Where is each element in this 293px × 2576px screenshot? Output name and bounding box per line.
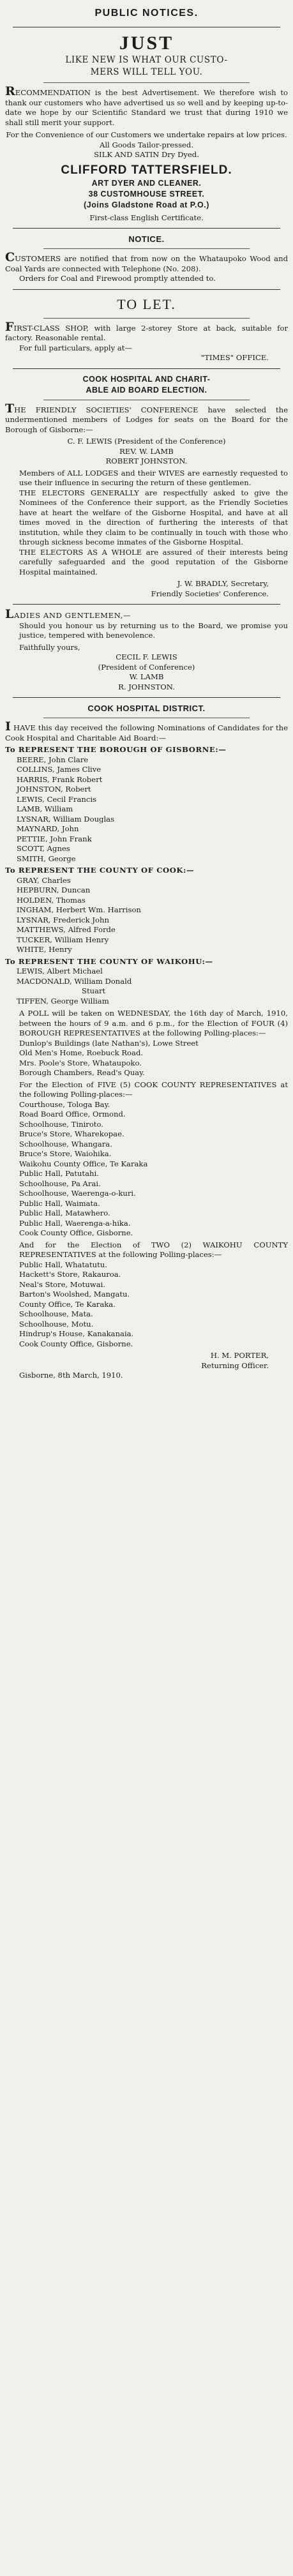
waikohu-polling-places (5, 1260, 288, 1350)
address-note: (Joins Gladstone Road at P.O.) (84, 200, 209, 209)
list-item: INGHAM, Herbert Wm. Harrison (17, 905, 141, 914)
advert-paragraph: THE ELECTORS GENERALLY are respectfully asked to give the Nominees of the Conference their support, as the Friendly Societies have at heart the welfare of the Gisborne Hospital, and have at all times moved in the direction of furthering the interests of that institution, while they claim to be continually in touch with those who through sickness become inmates of the Gisborne Hospital. (19, 488, 288, 546)
polling-place: Schoolhouse, Waerenga-o-kuri. (19, 1189, 136, 1198)
divider (13, 289, 280, 290)
business-name: CLIFFORD TATTERSFIELD. (61, 163, 232, 177)
list-item: LEWIS, Albert Michael (17, 967, 103, 975)
advert-paragraph: I HAVE this day received the following Nominations of Candidates for the Cook Hospital and Charitable Aid Board:— (5, 719, 288, 742)
polling-place: Schoolhouse, Whangara. (19, 1139, 112, 1149)
advert-to-let (5, 295, 288, 363)
advert-paragraph: And for the Election of TWO (2) WAIKOHU COUNTY REPRESENTATIVES at the following Polling-places:— (19, 1240, 288, 1259)
polling-place: Dunlop's Buildings (late Nathan's), Lowe Street (19, 1038, 199, 1048)
advert-line: "TIMES" OFFICE. (200, 353, 269, 362)
polling-place: Schoolhouse, Mata. (19, 1309, 93, 1318)
advert-paragraph: For the Convenience of our Customers we undertake repairs at low prices. (6, 130, 287, 139)
signature-line: Friendly Societies' Conference. (151, 589, 269, 598)
list-item: LAMB, William (17, 804, 73, 813)
divider (43, 82, 250, 83)
list-item: JOHNSTON, Robert (17, 785, 91, 794)
advert-line: All Goods Tailor-pressed. (99, 140, 194, 149)
trade-line: ART DYER AND CLEANER. (91, 178, 202, 188)
signature-line: W. LAMB (129, 672, 164, 681)
polling-place: Bruce's Store, Waiohika. (19, 1149, 112, 1158)
list-item: COLLINS, James Clive (17, 765, 101, 774)
date-line: Gisborne, 8th March, 1910. (19, 1371, 123, 1380)
signature-line: R. JOHNSTON. (118, 682, 175, 691)
polling-place: Public Hall, Waimata. (19, 1198, 100, 1208)
polling-place: Waikohu County Office, Te Karaka (19, 1159, 148, 1168)
advert-title: TO LET. (117, 296, 176, 312)
divider (13, 228, 280, 229)
list-item: MAYNARD, John (17, 824, 79, 833)
polling-place: County Office, Te Karaka. (19, 1299, 116, 1309)
borough-polling-places (5, 1039, 288, 1078)
advert-paragraph: For the Election of FIVE (5) COOK COUNTY REPRESENTATIVES at the following Polling-places:— (19, 1080, 288, 1099)
signature-line: H. M. PORTER, (210, 1351, 269, 1360)
advert-title: COOK HOSPITAL DISTRICT. (87, 704, 206, 713)
section-header: PUBLIC NOTICES. (94, 8, 199, 19)
polling-place: Bruce's Store, Wharekopae. (19, 1129, 124, 1138)
list-item: PETTIE, John Frank (17, 834, 92, 843)
advert-notice (5, 234, 288, 284)
signature-line: CECIL F. LEWIS (116, 652, 177, 661)
divider (43, 248, 250, 249)
polling-place: Hackett's Store, Rakauroa. (19, 1270, 121, 1279)
divider (13, 368, 280, 369)
list-item: HARRIS, Frank Robert (17, 774, 103, 784)
polling-place: Public Hall, Patutahi. (19, 1169, 99, 1178)
signature-line: J. W. BRADLY, Secretary, (177, 579, 269, 588)
list-heading: To REPRESENT THE BOROUGH OF GISBORNE:— (5, 745, 227, 754)
advert-title: COOK HOSPITAL AND CHARIT- (82, 374, 211, 384)
polling-place: Road Board Office, Ormond. (19, 1110, 126, 1119)
polling-place: Public Hall, Waerenga-a-hika. (19, 1218, 131, 1228)
advert-paragraph: Members of ALL LODGES and their WIVES are earnestly requested to use their influence in securing the return of these gentlemen. (19, 468, 288, 487)
polling-place: Old Men's Home, Roebuck Road. (19, 1048, 144, 1057)
advert-paragraph: Should you honour us by returning us to the Board, we promise you justice, tempered with benevolence. (19, 621, 288, 640)
list-item: LYSNAR, William Douglas (17, 814, 115, 824)
polling-place: Cook County Office, Gisborne. (19, 1228, 133, 1237)
polling-place: Schoolhouse, Tiniroto. (19, 1119, 103, 1129)
waikohu-candidate-list (5, 967, 288, 1006)
divider (43, 318, 250, 319)
advert-paragraph: CUSTOMERS are notified that from now on the Whataupoko Wood and Coal Yards are connected with Telephone (No. 208). (5, 250, 288, 273)
polling-place: Schoolhouse, Motu. (19, 1319, 94, 1329)
polling-place: Borough Chambers, Read's Quay. (19, 1068, 145, 1077)
cook-candidate-list (5, 876, 288, 955)
advert-paragraph: A POLL will be taken on WEDNESDAY, the 16th day of March, 1910, between the hours of 9 a.m. and 6 p.m., for the Election of FOUR (4) BOROUGH REPRESENTATIVES at the following Polling-places:— (19, 1009, 288, 1037)
advert-paragraph: For full particulars, apply at— (19, 343, 133, 352)
candidate-line: C. F. LEWIS (President of the Conference) (67, 437, 226, 446)
advert-paragraph: Orders for Coal and Firewood promptly attended to. (19, 274, 216, 283)
polling-place: Barton's Woolshed, Mangatu. (19, 1290, 130, 1299)
polling-place: Neal's Store, Motuwai. (19, 1279, 106, 1289)
advert-paragraph: THE FRIENDLY SOCIETIES' CONFERENCE have selected the undermentioned members of Lodges for seats on the Board for the Borough of Gisborne:— (5, 401, 288, 434)
signature-line: (President of Conference) (98, 662, 195, 672)
advert-title: ABLE AID BOARD ELECTION. (86, 385, 207, 395)
advert-hospital-district (5, 703, 288, 1381)
borough-candidate-list (5, 755, 288, 864)
advert-tattersfield (5, 33, 288, 223)
candidate-line: ROBERT JOHNSTON. (105, 456, 188, 465)
advert-ladies-gentlemen (5, 607, 288, 692)
list-heading: To REPRESENT THE COUNTY OF COOK:— (5, 866, 195, 875)
polling-place: Cook County Office, Gisborne. (19, 1339, 133, 1348)
advert-line: LIKE NEW IS WHAT OUR CUSTO- (65, 55, 228, 65)
certificate-line: First-class English Certificate. (89, 213, 204, 222)
list-item: HEPBURN, Duncan (17, 885, 91, 894)
address-line: 38 CUSTOMHOUSE STREET. (88, 189, 205, 199)
list-item: SCOTT, Agnes (17, 844, 70, 853)
county-polling-places (5, 1100, 288, 1239)
advert-line: SILK AND SATIN Dry Dyed. (94, 150, 199, 159)
polling-place: Courthouse, Tologa Bay. (19, 1099, 110, 1109)
divider (13, 604, 280, 605)
list-item: SMITH, George (17, 854, 76, 863)
advert-title: JUST (119, 33, 174, 54)
list-item: TIFFEN, George William (17, 996, 109, 1006)
polling-place: Public Hall, Whatatutu. (19, 1260, 107, 1269)
list-item: GRAY, Charles (17, 875, 71, 885)
list-item: WHITE, Henry (17, 945, 72, 954)
polling-place: Public Hall, Matawhero. (19, 1209, 110, 1217)
list-item: LEWIS, Cecil Francis (17, 794, 97, 804)
advert-salutation: LADIES AND GENTLEMEN,— (5, 607, 131, 621)
divider (13, 697, 280, 698)
signature-line: Returning Officer. (201, 1360, 269, 1370)
advert-paragraph: THE ELECTORS AS A WHOLE are assured of their interests being carefully safeguarded and the good reputation of the Gisborne Hospital maintained. (19, 547, 288, 576)
list-item: MATTHEWS, Alfred Forde (17, 925, 116, 934)
advert-line: Faithfully yours, (19, 642, 80, 652)
polling-place: Mrs. Poole's Store, Whataupoko. (19, 1058, 142, 1067)
list-heading: To REPRESENT THE COUNTY OF WAIKOHU:— (5, 956, 213, 966)
list-item: BEERE, John Clare (17, 755, 89, 764)
list-item: TUCKER, William Henry (17, 935, 109, 944)
polling-place: Schoolhouse, Pa Arai. (19, 1179, 101, 1188)
candidate-line: REV. W. LAMB (119, 446, 174, 456)
advert-title: NOTICE. (128, 234, 165, 244)
advert-line: MERS WILL TELL YOU. (90, 67, 203, 77)
list-item: MACDONALD, William Donald (17, 976, 132, 986)
polling-place: Hindrup's House, Kanakanaia. (19, 1329, 134, 1338)
list-item: Stuart (82, 986, 106, 995)
advert-paragraph: RECOMMENDATION is the best Advertisement. We therefore wish to thank our customers who have advertised us so well and by keeping up-to-date we hope by our Scientific Standard we trust that during 1910 we shall still merit your support. (5, 84, 288, 127)
advert-board-election (5, 374, 288, 599)
list-item: LYSNAR, Frederick John (17, 915, 109, 924)
list-item: HOLDEN, Thomas (17, 895, 86, 905)
advert-paragraph: FIRST-CLASS SHOP, with large 2-storey Store at back, suitable for factory. Reasonable rental. (5, 319, 288, 342)
